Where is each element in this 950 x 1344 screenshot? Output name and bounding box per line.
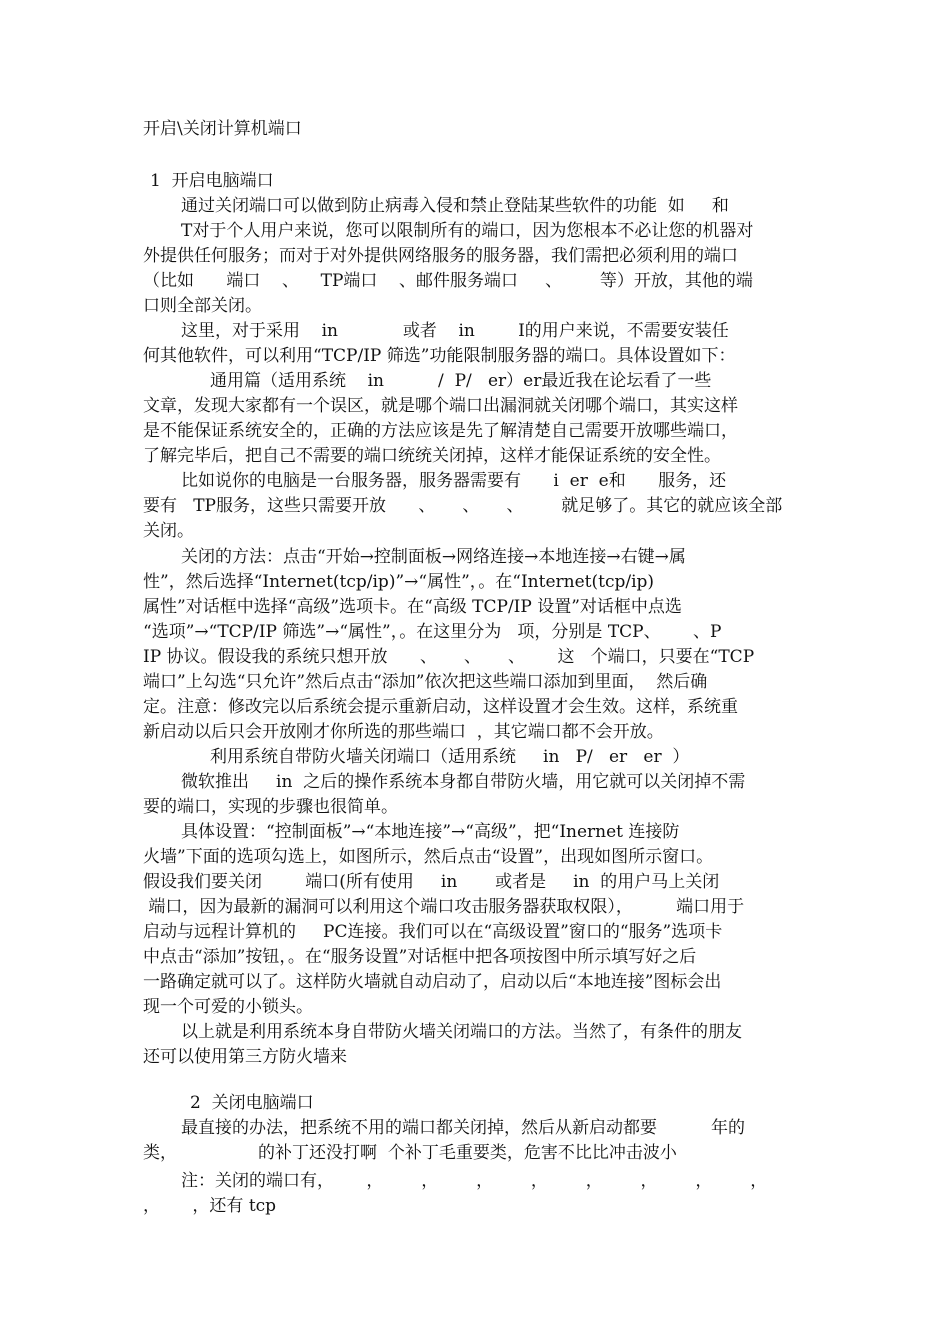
paragraph-line: 新启动以后只会开放刚才你所选的那些端口 ，其它端口都不会开放。 (143, 722, 664, 742)
paragraph-line: 最直接的办法，把系统不用的端口都关闭掉，然后从新启动都要 年的 (181, 1118, 746, 1138)
paragraph-line: 要的端口，实现的步骤也很简单。 (143, 797, 398, 817)
paragraph-line: T对于个人用户来说，您可以限制所有的端口，因为您根本不必让您的机器对 (181, 221, 754, 241)
paragraph-line: 一路确定就可以了。这样防火墙就自动启动了，启动以后“本地连接”图标会出 (143, 972, 722, 992)
paragraph-line: 以上就是利用系统本身自带防火墙关闭端口的方法。当然了，有条件的朋友 (181, 1022, 742, 1042)
paragraph-line: 要有 TP服务，这些只需要开放 、 、 、 就足够了。其它的就应该全部 (143, 496, 783, 516)
paragraph-line: 还可以使用第三方防火墙来 (143, 1047, 347, 1067)
paragraph-line: 中点击“添加”按钮，。在“服务设置”对话框中把各项按图中所示填写好之后 (143, 947, 697, 967)
paragraph-line: “选项”→“TCP/IP 筛选”→“属性”，。在这里分为 项，分别是 TCP、 、P (143, 622, 722, 642)
paragraph-line: 关闭。 (143, 521, 194, 541)
paragraph-line: IP 协议。假设我的系统只想开放 、 、 、 这 个端口，只要在“TCP (143, 647, 755, 667)
paragraph-line: 具体设置：“控制面板”→“本地连接”→“高级”，把“Inernet 连接防 (181, 822, 680, 842)
paragraph-line: 微软推出 in 之后的操作系统本身都自带防火墙，用它就可以关闭掉不需 (181, 772, 746, 792)
paragraph-line: 文章，发现大家都有一个误区，就是哪个端口出漏洞就关闭哪个端口，其实这样 (143, 396, 738, 416)
subsection-heading-firewall: 利用系统自带防火墙关闭端口（适用系统 in P/ er er ） (210, 747, 690, 767)
paragraph-line: 属性”对话框中选择“高级”选项卡。在“高级 TCP/IP 设置”对话框中点选 (143, 597, 682, 617)
paragraph-line: 端口”上勾选“只允许”然后点击“添加”依次把这些端口添加到里面， 然后确 (143, 672, 708, 692)
paragraph-line: 比如说你的电脑是一台服务器，服务器需要有 i er e和 服务，还 (181, 471, 727, 491)
paragraph-line: 定。注意：修改完以后系统会提示重新启动，这样设置才会生效。这样，系统重 (143, 697, 738, 717)
paragraph-line: 口则全部关闭。 (143, 296, 262, 316)
paragraph-line: 通过关闭端口可以做到防止病毒入侵和禁止登陆某些软件的功能 如 和 (181, 196, 729, 216)
paragraph-line: 何其他软件，可以利用“TCP/IP 筛选”功能限制服务器的端口。具体设置如下： (143, 346, 736, 366)
section-heading-open-ports: 1 开启电脑端口 (150, 171, 274, 191)
paragraph-line: 通用篇（适用系统 in / P/ er）er最近我在论坛看了一些 (210, 371, 712, 391)
paragraph-line: （比如 端口 、 TP端口 、邮件服务端口 、 等）开放，其他的端 (143, 271, 753, 291)
note-line: 注：关闭的端口有， ， ， ， ， ， ， ， ， (181, 1171, 768, 1191)
paragraph-line: 关闭的方法：点击“开始→控制面板→网络连接→本地连接→右键→属 (181, 547, 686, 567)
paragraph-line: 了解完毕后，把自己不需要的端口统统关闭掉，这样才能保证系统的安全性。 (143, 446, 721, 466)
paragraph-line: 性”，然后选择“Internet(tcp/ip)”→“属性”，。在“Internet(tcp/ip) (143, 572, 655, 592)
paragraph-line: 类， 的补丁还没打啊 个补丁毛重要类，危害不比比冲击波小 (143, 1143, 677, 1163)
paragraph-line: 是不能保证系统安全的，正确的方法应该是先了解清楚自己需要开放哪些端口， (143, 421, 738, 441)
paragraph-line: 端口，因为最新的漏洞可以利用这个端口攻击服务器获取权限）， 端口用于 (143, 897, 745, 917)
paragraph-line: 这里，对于采用 in 或者 in I的用户来说，不需要安装任 (181, 321, 729, 341)
note-line: ， ，还有 tcp (143, 1196, 277, 1216)
section-heading-close-ports: 2 关闭电脑端口 (190, 1093, 314, 1113)
paragraph-line: 外提供任何服务；而对于对外提供网络服务的服务器，我们需把必须利用的端口 (143, 246, 738, 266)
document-title: 开启\关闭计算机端口 (143, 119, 302, 139)
paragraph-line: 假设我们要关闭 端口(所有使用 in 或者是 in 的用户马上关闭 (143, 872, 720, 892)
paragraph-line: 火墙”下面的选项勾选上，如图所示，然后点击“设置”，出现如图所示窗口。 (143, 847, 714, 867)
paragraph-line: 现一个可爱的小锁头。 (143, 997, 313, 1017)
paragraph-line: 启动与远程计算机的 PC连接。我们可以在“高级设置”窗口的“服务”选项卡 (143, 922, 723, 942)
